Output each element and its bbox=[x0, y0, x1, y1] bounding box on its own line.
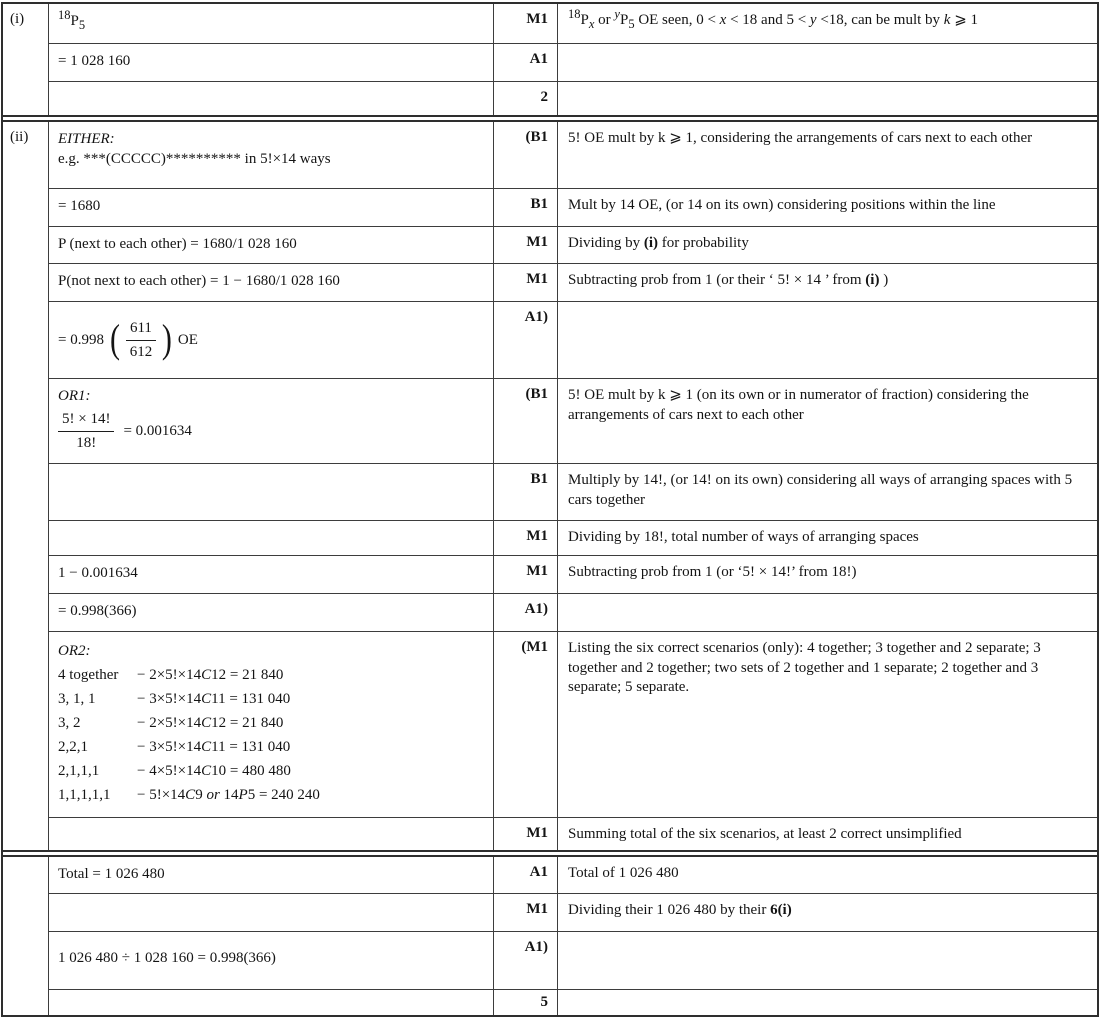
working-cell bbox=[49, 818, 493, 850]
method-heading: OR1: bbox=[58, 388, 91, 404]
mark-cell: M1 bbox=[493, 227, 558, 263]
working-cell bbox=[49, 990, 493, 1015]
part-label-empty bbox=[3, 857, 49, 1015]
working-cell bbox=[49, 82, 493, 115]
working-line bbox=[58, 409, 485, 453]
equation-suffix: OE bbox=[177, 331, 198, 348]
scenario-formula: − 5!×14C9 or 14P5 = 240 240 bbox=[137, 787, 320, 803]
guidance-cell bbox=[558, 82, 1097, 115]
mark-cell: M1 bbox=[493, 264, 558, 301]
mark-scheme-table bbox=[1, 2, 1099, 1017]
guidance-cell bbox=[558, 44, 1097, 81]
working-line: e.g. ***(CCCCC)********** in 5!×14 ways bbox=[58, 151, 331, 168]
section-separator bbox=[3, 115, 1097, 122]
scenario-formula: − 3×5!×14C11 = 131 040 bbox=[137, 739, 291, 755]
scenario-label: 3, 1, 1 bbox=[58, 691, 96, 707]
mark-cell: M1 bbox=[493, 818, 558, 850]
table-row bbox=[49, 188, 1097, 226]
section-total bbox=[3, 857, 1097, 1015]
table-row bbox=[49, 378, 1097, 463]
fraction bbox=[126, 318, 156, 362]
working-cell: = 0.998(366) bbox=[58, 603, 137, 619]
table-row bbox=[49, 122, 1097, 188]
equation-result: = 0.001634 bbox=[123, 422, 192, 439]
part-label-ii: (ii) bbox=[3, 122, 49, 850]
table-row bbox=[49, 931, 1097, 989]
mark-cell: 2 bbox=[493, 82, 558, 115]
guidance-cell: Listing the six correct scenarios (only): 4 together; 3 together and 2 separate; 3 together and 2 together; two sets of 2 together and 1 separate; 2 together and 3 separate; 5 separate. bbox=[568, 640, 1041, 695]
scenario-row bbox=[58, 735, 485, 759]
mark-cell: (B1 bbox=[493, 379, 558, 463]
guidance-cell bbox=[558, 594, 1097, 631]
working-cell: = 1 028 160 bbox=[58, 53, 131, 69]
scenario-label: 4 together bbox=[58, 667, 119, 683]
mark-cell: 5 bbox=[493, 990, 558, 1015]
mark-cell: M1 bbox=[493, 4, 558, 43]
section-part-ii bbox=[3, 122, 1097, 850]
guidance-cell: $^{18}P_x$ or $^yP_5$ OE seen, 0 < x < 18 and 5 < y <18, can be mult by k ⩾ 1 bbox=[568, 7, 979, 31]
working-cell: 1 026 480 ÷ 1 028 160 = 0.998(366) bbox=[58, 950, 276, 966]
mark-cell: (B1 bbox=[493, 122, 558, 188]
method-heading: OR2: bbox=[58, 643, 91, 659]
table-row bbox=[49, 226, 1097, 263]
mark-cell: A1 bbox=[493, 857, 558, 893]
table-row bbox=[49, 593, 1097, 631]
fraction-denominator: 612 bbox=[129, 343, 153, 360]
guidance-cell bbox=[558, 932, 1097, 989]
mark-cell: A1) bbox=[493, 302, 558, 378]
working-cell: Total = 1 026 480 bbox=[58, 866, 165, 882]
guidance-cell: 5! OE mult by k ⩾ 1 (on its own or in numerator of fraction) considering the arrangements of cars next to each other bbox=[568, 387, 1029, 423]
table-row bbox=[49, 893, 1097, 931]
guidance-cell: Mult by 14 OE, (or 14 on its own) considering positions within the line bbox=[568, 197, 996, 213]
guidance-cell: Multiply by 14!, (or 14! on its own) considering all ways of arranging spaces with 5 cars together bbox=[568, 472, 1073, 508]
working-cell: $^{18}P_5$ bbox=[58, 8, 86, 32]
table-row bbox=[49, 631, 1097, 817]
working-cell bbox=[49, 521, 493, 555]
working-cell bbox=[49, 894, 493, 931]
table-row bbox=[49, 4, 1097, 43]
part-label-i: (i) bbox=[3, 4, 49, 115]
scenario-row bbox=[58, 783, 485, 807]
method-heading: EITHER: bbox=[58, 131, 115, 147]
section-separator bbox=[3, 850, 1097, 857]
guidance-cell: Dividing by (i) for probability bbox=[568, 235, 749, 251]
table-row bbox=[49, 857, 1097, 893]
working-cell bbox=[49, 632, 493, 817]
working-cell bbox=[49, 464, 493, 520]
mark-cell: (M1 bbox=[493, 632, 558, 817]
scenario-row bbox=[58, 663, 485, 687]
section-ii-rows bbox=[49, 122, 1097, 850]
mark-cell: M1 bbox=[493, 521, 558, 555]
guidance-cell bbox=[558, 302, 1097, 378]
guidance-cell bbox=[558, 990, 1097, 1015]
mark-cell: M1 bbox=[493, 894, 558, 931]
guidance-cell: Dividing their 1 026 480 by their 6(i) bbox=[568, 902, 792, 918]
table-row bbox=[49, 555, 1097, 593]
scenario-label: 3, 2 bbox=[58, 715, 81, 731]
equation-prefix: = 0.998 bbox=[58, 331, 104, 348]
scenario-row bbox=[58, 711, 485, 735]
section-total-rows bbox=[49, 857, 1097, 1015]
guidance-cell: Dividing by 18!, total number of ways of arranging spaces bbox=[568, 529, 919, 545]
table-row bbox=[49, 520, 1097, 555]
scenario-label: 2,1,1,1 bbox=[58, 763, 100, 779]
table-row bbox=[49, 81, 1097, 115]
guidance-cell: Total of 1 026 480 bbox=[568, 865, 679, 881]
section-i-rows bbox=[49, 4, 1097, 115]
table-row bbox=[49, 817, 1097, 850]
working-cell bbox=[49, 379, 493, 463]
section-part-i bbox=[3, 4, 1097, 115]
table-row bbox=[49, 989, 1097, 1015]
mark-cell: A1 bbox=[493, 44, 558, 81]
scenario-label: 1,1,1,1,1 bbox=[58, 787, 111, 803]
working-cell bbox=[49, 122, 493, 188]
fraction-denominator: 18! bbox=[76, 434, 97, 451]
fraction-numerator: 5! × 14! bbox=[58, 409, 114, 431]
working-cell: P(not next to each other) = 1 − 1680/1 028 160 bbox=[58, 273, 340, 289]
scenario-formula: − 2×5!×14C12 = 21 840 bbox=[137, 715, 284, 731]
scenario-formula: − 4×5!×14C10 = 480 480 bbox=[137, 763, 291, 779]
fraction bbox=[58, 409, 114, 453]
scenario-formula: − 2×5!×14C12 = 21 840 bbox=[137, 667, 284, 683]
working-cell: = 1680 bbox=[58, 198, 101, 214]
guidance-cell: Subtracting prob from 1 (or ‘5! × 14!’ from 18!) bbox=[568, 564, 857, 580]
table-row bbox=[49, 463, 1097, 520]
working-cell bbox=[49, 302, 493, 378]
mark-cell: A1) bbox=[493, 932, 558, 989]
left-paren: ( bbox=[109, 317, 120, 362]
scenario-row bbox=[58, 759, 485, 783]
fraction-numerator: 611 bbox=[126, 318, 156, 340]
working-cell: P (next to each other) = 1680/1 028 160 bbox=[58, 236, 297, 252]
table-row bbox=[49, 263, 1097, 301]
scenario-formula: − 3×5!×14C11 = 131 040 bbox=[137, 691, 291, 707]
mark-cell: A1) bbox=[493, 594, 558, 631]
scenario-label: 2,2,1 bbox=[58, 739, 88, 755]
scenario-row bbox=[58, 687, 485, 711]
mark-cell: B1 bbox=[493, 464, 558, 520]
mark-cell: B1 bbox=[493, 189, 558, 226]
table-row bbox=[49, 301, 1097, 378]
working-cell: 1 − 0.001634 bbox=[58, 565, 138, 581]
guidance-cell: Subtracting prob from 1 (or their ‘ 5! × 14 ’ from (i) ) bbox=[568, 272, 889, 288]
guidance-cell: Summing total of the six scenarios, at least 2 correct unsimplified bbox=[568, 826, 962, 842]
right-paren: ) bbox=[161, 317, 172, 362]
table-row bbox=[49, 43, 1097, 81]
guidance-cell: 5! OE mult by k ⩾ 1, considering the arrangements of cars next to each other bbox=[568, 130, 1033, 146]
mark-cell: M1 bbox=[493, 556, 558, 593]
